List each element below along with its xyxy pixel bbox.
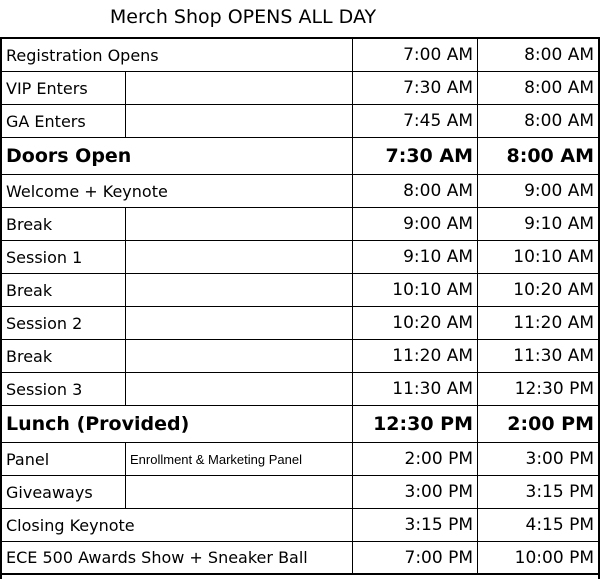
- event-note: [126, 72, 352, 104]
- event-name: GA Enters: [2, 105, 126, 137]
- schedule-row: [2, 175, 598, 208]
- event-name: Break: [2, 208, 126, 240]
- event-name: Doors Open: [6, 145, 132, 167]
- start-time: 7:30 AM: [352, 72, 477, 104]
- end-time: 11:30 AM: [477, 340, 598, 372]
- schedule-row: [2, 241, 598, 274]
- schedule-row: [2, 208, 598, 241]
- schedule-row: [2, 274, 598, 307]
- start-time: 10:10 AM: [352, 274, 477, 306]
- start-time: 11:20 AM: [352, 340, 477, 372]
- end-time: 8:00 AM: [477, 138, 598, 174]
- event-name: Session 2: [2, 307, 126, 339]
- event-name: Lunch (Provided): [6, 413, 190, 435]
- event-note: [126, 476, 352, 508]
- event-name: VIP Enters: [2, 72, 126, 104]
- end-time: 4:15 PM: [477, 509, 598, 541]
- schedule-row: [2, 307, 598, 340]
- schedule-row: [2, 476, 598, 509]
- schedule-row: [2, 39, 598, 72]
- schedule-title: Merch Shop OPENS ALL DAY: [109, 6, 377, 28]
- event-name: ECE 500 Awards Show + Sneaker Ball: [6, 548, 308, 567]
- end-time: 8:00 AM: [477, 39, 598, 71]
- event-note: Enrollment & Marketing Panel: [130, 451, 302, 467]
- schedule-row: [2, 105, 598, 138]
- end-time: 10:20 AM: [477, 274, 598, 306]
- end-time: 11:20 AM: [477, 307, 598, 339]
- end-time: 10:00 PM: [477, 542, 598, 573]
- schedule-row: [2, 509, 598, 542]
- start-time: 2:00 PM: [352, 443, 477, 475]
- end-time: 9:00 AM: [477, 175, 598, 207]
- event-name: Session 3: [2, 373, 126, 405]
- schedule-row: [2, 443, 598, 476]
- end-time: 8:00 AM: [477, 72, 598, 104]
- start-time: 9:10 AM: [352, 241, 477, 273]
- event-name: Registration Opens: [6, 45, 159, 65]
- start-time: 7:30 AM: [352, 138, 477, 174]
- end-time: 3:15 PM: [477, 476, 598, 508]
- start-time: 11:30 AM: [352, 373, 477, 405]
- event-name: Panel: [2, 443, 126, 475]
- event-name: Closing Keynote: [6, 515, 135, 535]
- end-time: 10:10 AM: [477, 241, 598, 273]
- event-note: [126, 241, 352, 273]
- event-note: [126, 373, 352, 405]
- schedule-row: [2, 138, 598, 175]
- event-note: [126, 105, 352, 137]
- event-note: [126, 274, 352, 306]
- schedule-row: [2, 542, 598, 575]
- start-time: 7:00 AM: [352, 39, 477, 71]
- event-name: Session 1: [2, 241, 126, 273]
- end-time: 9:10 AM: [477, 208, 598, 240]
- event-note: [126, 208, 352, 240]
- start-time: 10:20 AM: [352, 307, 477, 339]
- end-time: 12:30 PM: [477, 373, 598, 405]
- schedule-row: [2, 72, 598, 105]
- schedule-table: [0, 39, 600, 579]
- start-time: 7:45 AM: [352, 105, 477, 137]
- title-row: [0, 0, 600, 39]
- event-name: Break: [2, 340, 126, 372]
- start-time: 12:30 PM: [352, 406, 477, 442]
- schedule-row: [2, 373, 598, 406]
- event-name: Giveaways: [2, 476, 126, 508]
- schedule-row: [2, 406, 598, 443]
- event-note: [126, 307, 352, 339]
- start-time: 3:00 PM: [352, 476, 477, 508]
- event-name: Welcome + Keynote: [6, 181, 168, 201]
- schedule-row: [2, 340, 598, 373]
- event-note: [126, 340, 352, 372]
- start-time: 7:00 PM: [352, 542, 477, 573]
- start-time: 9:00 AM: [352, 208, 477, 240]
- start-time: 8:00 AM: [352, 175, 477, 207]
- start-time: 3:15 PM: [352, 509, 477, 541]
- end-time: 2:00 PM: [477, 406, 598, 442]
- end-time: 3:00 PM: [477, 443, 598, 475]
- end-time: 8:00 AM: [477, 105, 598, 137]
- event-name: Break: [2, 274, 126, 306]
